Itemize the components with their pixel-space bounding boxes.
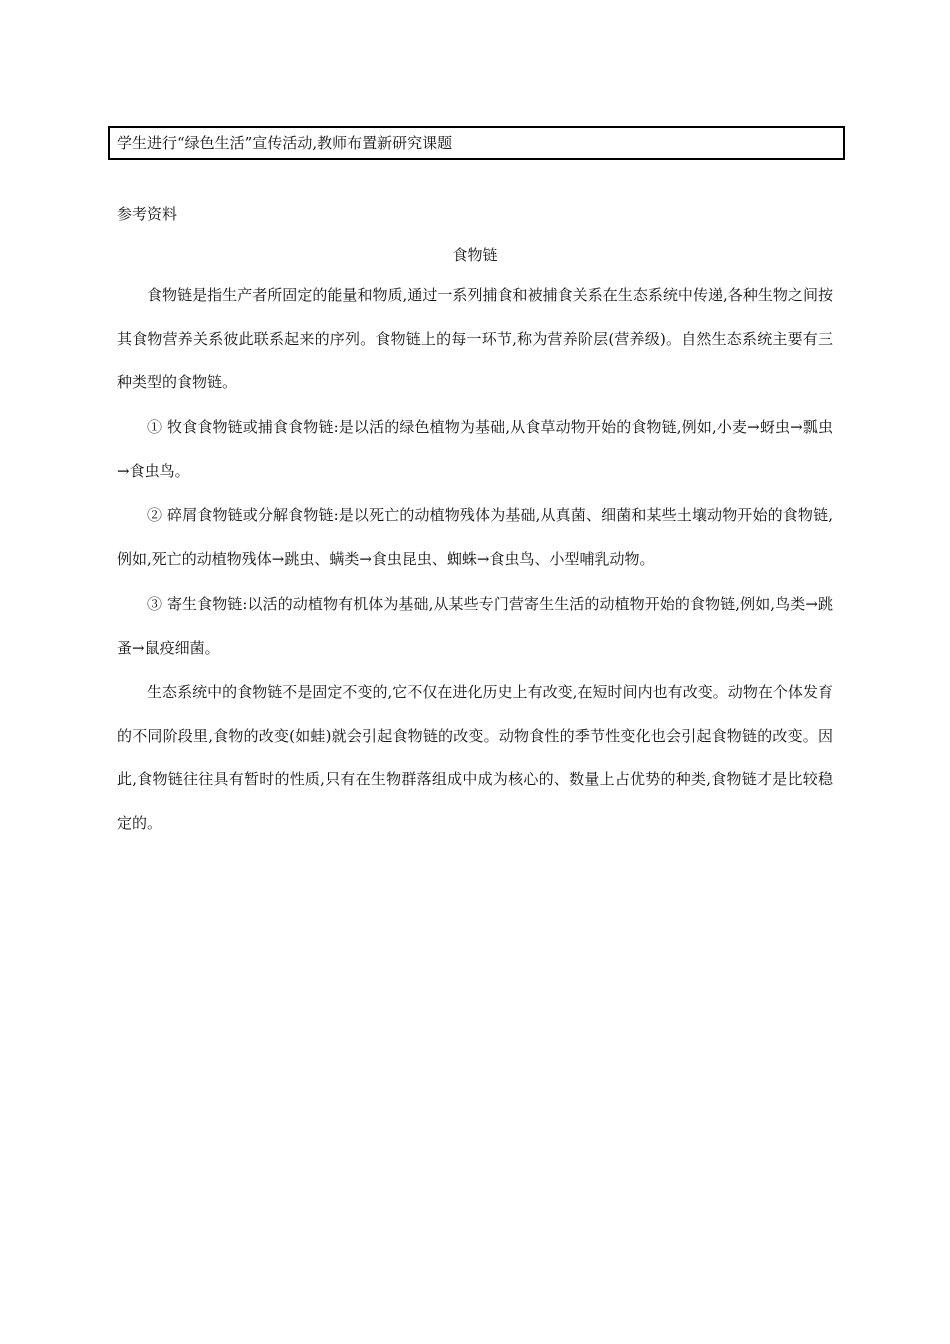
paragraph-parasitic-chain: ③ 寄生食物链:以活的动植物有机体为基础,从某些专门营寄生生活的动植物开始的食物链,例如,鸟类→跳蚤→鼠疫细菌。 [117, 595, 833, 657]
paragraph-detritus-chain: ② 碎屑食物链或分解食物链:是以死亡的动植物残体为基础,从真菌、细菌和某些土壤动物开始的食物链,例如,死亡的动植物残体→跳虫、螨类→食虫昆虫、蜘蛛→食虫鸟、小型哺乳动物。 [117, 506, 833, 568]
reference-label: 参考资料 [117, 205, 178, 223]
paragraph-dynamics: 生态系统中的食物链不是固定不变的,它不仅在进化历史上有改变,在短时间内也有改变。动物在个体发育的不同阶段里,食物的改变(如蛙)就会引起食物链的改变。动物食性的季节性变化也会引起食物链的改变。因此,食物链往往具有暂时的性质,只有在生物群落组成中成为核心的、数量上占优势的种类,食物链才是比较稳定的。 [117, 683, 833, 832]
activity-box: 学生进行“绿色生活”宣传活动,教师布置新研究课题 [108, 126, 845, 160]
article-title: 食物链 [452, 246, 498, 264]
paragraph-definition: 食物链是指生产者所固定的能量和物质,通过一系列捕食和被捕食关系在生态系统中传递,各种生物之间按其食物营养关系彼此联系起来的序列。食物链上的每一环节,称为营养阶层(营养级)。自然生态系统主要有三种类型的食物链。 [117, 286, 833, 391]
paragraph-grazing-chain: ① 牧食食物链或捕食食物链:是以活的绿色植物为基础,从食草动物开始的食物链,例如,小麦→蚜虫→瓢虫→食虫鸟。 [117, 418, 833, 480]
